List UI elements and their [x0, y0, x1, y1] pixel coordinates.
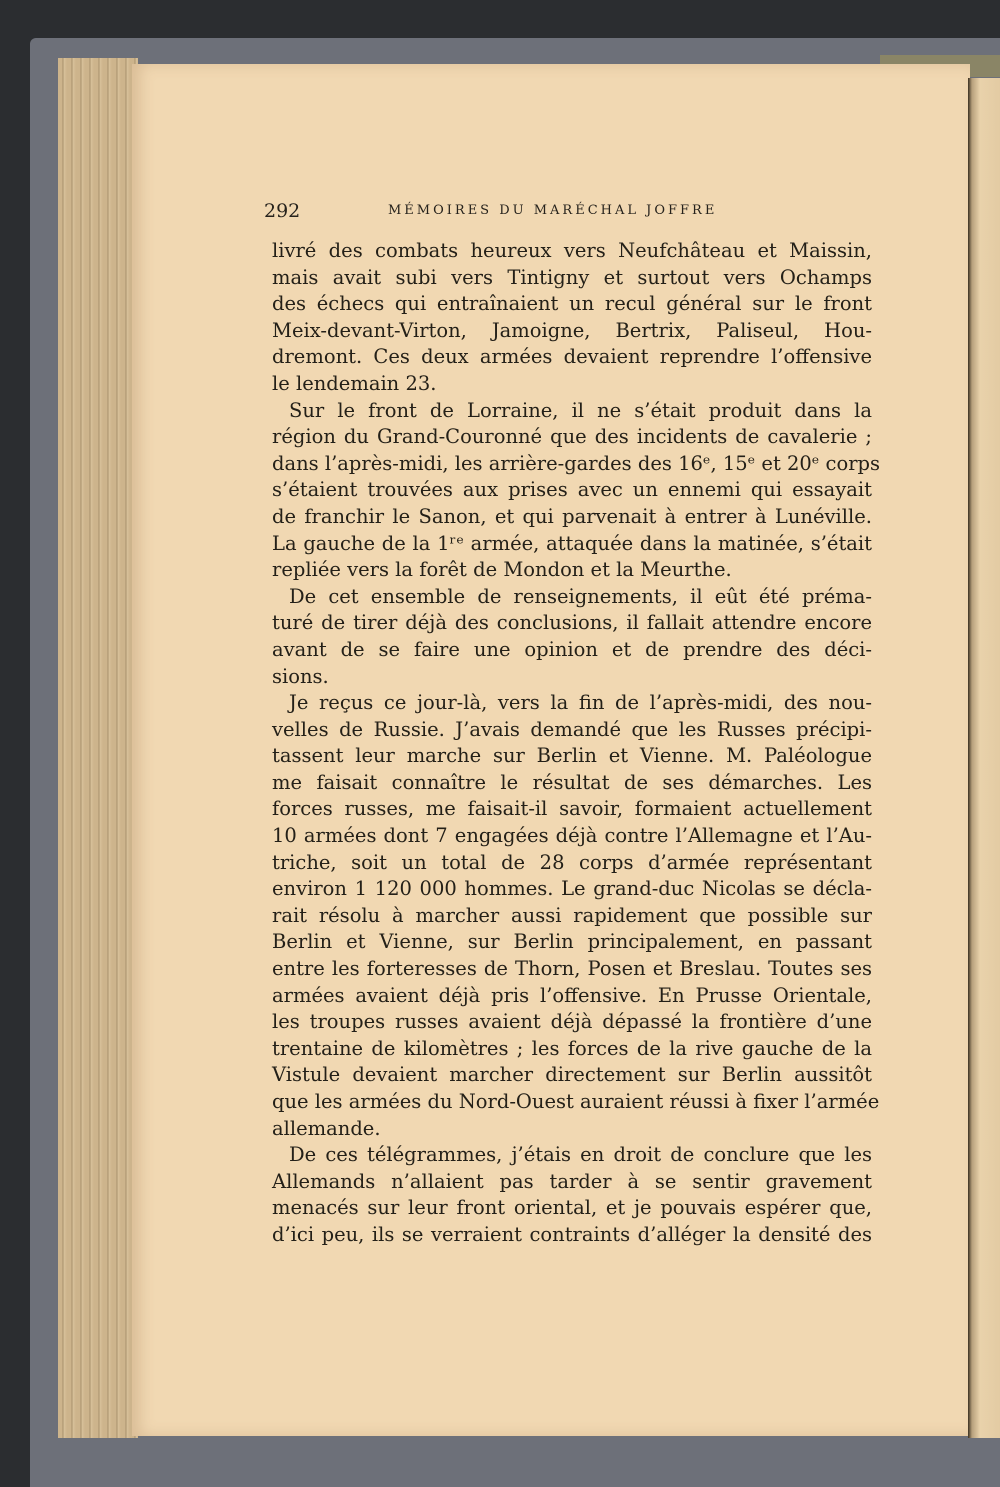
page-gutter	[968, 78, 1000, 1438]
text-line: Allemands n’allaient pas tarder à se sentir gravement	[272, 1169, 872, 1193]
text-line: Sur le front de Lorraine, il ne s’était produit dans la	[289, 398, 872, 422]
text-line: que les armées du Nord-Ouest auraient réussi à fixer l’armée	[272, 1090, 880, 1113]
text-line: trentaine de kilomètres ; les forces de la rive gauche de la	[272, 1036, 872, 1060]
text-line: région du Grand-Couronné que des incidents de cavalerie ;	[272, 425, 872, 449]
text-line: s’étaient trouvées aux prises avec un ennemi qui essayait	[272, 478, 872, 502]
text-line: entre les forteresses de Thorn, Posen et Breslau. Toutes ses	[272, 957, 872, 981]
text-line: de franchir le Sanon, et qui parvenait à entrer à Lunéville.	[272, 504, 872, 528]
text-line: De cet ensemble de renseignements, il eût été préma-	[289, 584, 872, 608]
text-line: 10 armées dont 7 engagées déjà contre l’Allemagne et l’Au-	[272, 824, 872, 848]
text-line: tassent leur marche sur Berlin et Vienne. M. Paléologue	[272, 744, 872, 768]
body-text	[272, 238, 881, 1249]
running-title: MÉMOIRES DU MARÉCHAL JOFFRE	[388, 203, 718, 218]
text-line: d’ici peu, ils se verraient contraints d’alléger la densité des	[272, 1222, 872, 1246]
text-line: Meix-devant-Virton, Jamoigne, Bertrix, Paliseul, Hou-	[272, 318, 872, 342]
text-line: environ 1 120 000 hommes. Le grand-duc Nicolas se décla-	[272, 877, 872, 901]
text-line: Je reçus ce jour-là, vers la fin de l’après-midi, des nou-	[289, 691, 872, 715]
text-line: dremont. Ces deux armées devaient reprendre l’offensive	[272, 345, 872, 369]
page-header	[264, 196, 878, 230]
text-line: Vistule devaient marcher directement sur Berlin aussitôt	[272, 1063, 872, 1087]
text-line: repliée vers la forêt de Mondon et la Meurthe.	[272, 558, 732, 582]
text-line: livré des combats heureux vers Neufchâteau et Maissin,	[272, 239, 872, 262]
text-line: forces russes, me faisait-il savoir, formaient actuellement	[272, 797, 872, 821]
text-line: menacés sur leur front oriental, et je pouvais espérer que,	[272, 1196, 872, 1220]
text-line: avant de se faire une opinion et de prendre des déci-	[272, 637, 872, 661]
page-edges	[58, 58, 138, 1438]
text-line: des échecs qui entraînaient un recul général sur le front	[272, 292, 872, 316]
text-line: mais avait subi vers Tintigny et surtout vers Ochamps	[272, 265, 872, 289]
text-line: Berlin et Vienne, sur Berlin principalement, en passant	[272, 930, 872, 954]
text-line: armées avaient déjà pris l’offensive. En Prusse Orientale,	[272, 983, 872, 1007]
text-line: triche, soit un total de 28 corps d’armée représentant	[272, 850, 872, 874]
text-line: rait résolu à marcher aussi rapidement que possible sur	[272, 903, 872, 927]
text-line: La gauche de la 1ʳᵉ armée, attaquée dans la matinée, s’était	[272, 531, 872, 555]
text-line: allemande.	[272, 1116, 381, 1140]
text-line: dans l’après-midi, les arrière-gardes des 16ᵉ, 15ᵉ et 20ᵉ corps	[272, 451, 881, 475]
text-line: De ces télégrammes, j’étais en droit de conclure que les	[289, 1143, 872, 1167]
text-line: velles de Russie. J’avais demandé que les Russes précipi-	[272, 717, 872, 741]
page-number: 292	[264, 200, 301, 222]
text-line: turé de tirer déjà des conclusions, il fallait attendre encore	[272, 611, 872, 635]
text-line: les troupes russes avaient déjà dépassé la frontière d’une	[272, 1010, 872, 1034]
text-line: le lendemain 23.	[272, 371, 437, 395]
text-line: sions.	[272, 664, 329, 688]
text-line: me faisait connaître le résultat de ses démarches. Les	[272, 770, 872, 794]
